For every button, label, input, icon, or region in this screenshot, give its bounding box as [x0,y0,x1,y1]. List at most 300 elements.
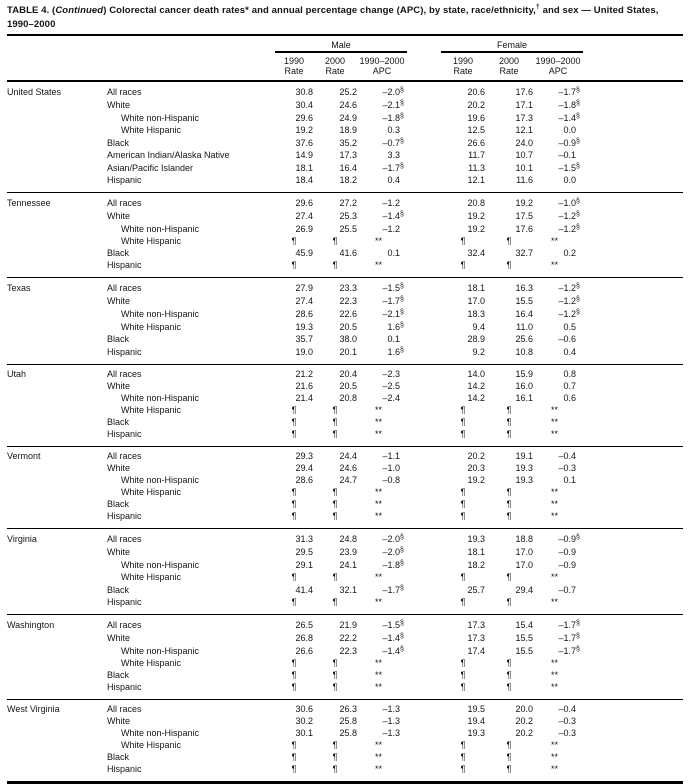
apc-number: 0.6 [563,392,577,403]
female-apc-value [533,614,583,631]
spacer [583,596,683,615]
male-2000-rate-value: ¶ [332,428,338,439]
race-ethnicity-label: White Hispanic [121,124,182,135]
apc-number: –0.9 [558,546,577,557]
significance-marker: § [400,559,404,567]
female-2000-rate-value: 32.7 [515,247,534,258]
male-apc-value [357,333,407,345]
race-ethnicity-label: Black [107,137,130,148]
female-apc-value [533,681,583,700]
spacer [583,498,683,510]
male-apc-value [357,614,407,631]
female-2000-rate-value: 16.3 [515,282,534,293]
spacer [407,462,441,474]
state-label: Washington [7,619,55,630]
female-apc-value [533,209,583,222]
apc-number: –2.3 [382,368,401,379]
female-apc-value [533,510,583,529]
male-2000-rate-value: ¶ [332,498,338,509]
male-2000-rate-value: 20.1 [339,346,357,357]
apc-number: ** [551,498,559,509]
race-ethnicity-label: Asian/Pacific Islander [107,162,194,173]
spacer [407,222,441,235]
race-ethnicity-label: Hispanic [107,428,142,439]
female-apc-value [533,727,583,739]
column-header-row [7,52,683,81]
male-1990-rate-value: ¶ [291,571,297,582]
state-label [7,235,107,247]
male-2000-rate-value: 20.8 [339,392,357,403]
table-row [7,247,683,259]
table-row [7,462,683,474]
table-row [7,631,683,644]
female-1990-rate-value: 18.1 [467,282,486,293]
spacer [407,416,441,428]
apc-number: –0.1 [558,149,577,160]
male-2000-rate-value: 24.7 [339,474,357,485]
male-2000-rate-value: ¶ [332,404,338,415]
male-2000-rate-value: 32.1 [339,584,357,595]
female-1990-rate-value: 18.2 [467,559,486,570]
male-1990-rate-value: 26.9 [295,223,313,234]
apc-number: 0.1 [387,247,401,258]
race-ethnicity-label: White non-Hispanic [121,474,200,485]
race-ethnicity-label: Black [107,751,130,762]
female-apc-value [533,98,583,111]
male-apc-value [357,380,407,392]
table-row [7,333,683,345]
spacer [407,98,441,111]
spacer [407,510,441,529]
spacer [407,681,441,700]
bottom-rule [7,781,683,784]
spacer [407,528,441,545]
male-1990-rate-value: 21.6 [295,380,313,391]
female-2000-rate-value: 15.5 [515,632,534,643]
male-2000-rate-value: 22.2 [339,632,357,643]
state-label [7,247,107,259]
spacer [583,681,683,700]
female-1990-rate-value: 11.3 [468,162,486,173]
race-ethnicity-label: White [107,632,131,643]
race-ethnicity-label: White non-Hispanic [121,645,200,656]
race-ethnicity-label: White non-Hispanic [121,308,200,319]
spacer [583,345,683,365]
female-1990-rate-value: 17.0 [467,295,486,306]
significance-marker: § [400,282,404,290]
state-label [7,486,107,498]
female-2000-rate-value: ¶ [506,259,512,270]
table-row [7,81,683,98]
male-2000-rate-value: 17.3 [339,149,357,160]
race-ethnicity-label: White [107,380,131,391]
spacer [583,446,683,462]
male-1990-rate-value: ¶ [291,416,297,427]
male-apc-value [357,739,407,751]
female-2000-rate-value: 16.1 [515,392,534,403]
female-2000-rate-value: 20.2 [515,727,534,738]
table-row [7,259,683,278]
apc-number: 0.8 [563,368,577,379]
spacer [583,763,683,781]
state-section [7,192,683,277]
female-1990-rate-value: 12.1 [467,174,486,185]
apc-number: ** [375,669,383,680]
female-2000-rate-value: 17.1 [515,99,534,110]
spacer [407,192,441,209]
female-1990-rate-value: ¶ [460,751,466,762]
female-2000-rate-value: 19.1 [515,450,534,461]
state-label [7,715,107,727]
female-apc-value [533,294,583,307]
female-2000-rate-value: 15.9 [515,368,534,379]
spacer [407,345,441,365]
table-row [7,715,683,727]
apc-number: –1.3 [382,703,401,714]
apc-number: 0.3 [387,124,401,135]
table-row [7,392,683,404]
spacer [583,614,683,631]
spacer [583,528,683,545]
spacer [583,474,683,486]
female-apc-value [533,571,583,583]
female-1990-rate-value: ¶ [460,669,466,680]
female-1990-rate-value: 20.8 [467,197,486,208]
female-2000-rate-value: 19.2 [515,197,534,208]
significance-marker: § [400,584,404,592]
male-1990-rate-value: ¶ [291,510,297,521]
male-apc-value [357,681,407,700]
male-apc-value [357,510,407,529]
apc-number: ** [551,510,559,521]
apc-number: ** [375,571,383,582]
spacer [583,392,683,404]
male-apc-value [357,98,407,111]
female-2000-rate-value: 11.0 [516,321,534,332]
apc-number: 1.6 [387,321,401,332]
race-ethnicity-label: All races [107,619,142,630]
female-2000-rate-value: 25.6 [515,333,534,344]
spacer [583,380,683,392]
apc-number: –1.5 [382,282,401,293]
spacer [407,486,441,498]
significance-marker: § [400,546,404,554]
male-1990-rate-value: 18.1 [295,162,313,173]
male-1990-rate-value: 21.4 [295,392,313,403]
state-label [7,669,107,681]
male-2000-rate-header: 2000 Rate [313,52,357,81]
male-2000-rate-value: 25.8 [339,727,357,738]
male-2000-rate-value: 24.1 [339,559,357,570]
significance-marker: § [576,210,580,218]
apc-number: –2.4 [382,392,401,403]
spacer [407,81,441,98]
female-1990-rate-header: 1990 Rate [441,52,485,81]
spacer [583,558,683,571]
female-2000-rate-value: 17.6 [515,223,534,234]
female-apc-value [533,644,583,657]
race-ethnicity-label: Black [107,584,130,595]
male-apc-value [357,416,407,428]
table-row [7,136,683,149]
male-2000-rate-value: 20.5 [339,380,357,391]
female-1990-rate-value: 12.5 [467,124,486,135]
male-1990-rate-value: ¶ [291,739,297,750]
spacer [583,294,683,307]
spacer [583,715,683,727]
table-row [7,583,683,596]
male-2000-rate-value: 20.4 [339,368,357,379]
female-apc-value [533,631,583,644]
spacer [583,428,683,447]
apc-number: –1.4 [382,210,401,221]
table-row [7,174,683,193]
apc-number: –1.7 [558,645,577,656]
apc-number: ** [551,739,559,750]
apc-number: –1.8 [558,99,577,110]
race-ethnicity-label: White Hispanic [121,657,182,668]
male-2000-rate-value: 24.6 [339,462,357,473]
female-apc-value [533,498,583,510]
apc-number: –1.7 [558,632,577,643]
male-apc-value [357,428,407,447]
state-label [7,739,107,751]
female-1990-rate-value: ¶ [460,763,466,774]
female-apc-value [533,380,583,392]
female-2000-rate-value: ¶ [506,404,512,415]
spacer [407,763,441,781]
state-label [7,462,107,474]
spacer [583,416,683,428]
male-1990-rate-value: 30.6 [295,703,313,714]
table-row [7,294,683,307]
female-apc-value [533,111,583,124]
female-apc-value [533,763,583,781]
female-apc-value [533,136,583,149]
table-row [7,474,683,486]
female-apc-value [533,345,583,365]
female-2000-rate-value: 17.3 [515,112,534,123]
male-1990-rate-value: 27.9 [295,282,313,293]
male-group-header: Male [275,36,407,52]
spacer [583,462,683,474]
male-1990-rate-value: 29.5 [295,546,313,557]
female-2000-rate-value: ¶ [506,498,512,509]
significance-marker: § [576,137,580,145]
female-1990-rate-value: 17.3 [467,619,486,630]
male-1990-rate-value: 19.3 [295,321,313,332]
spacer [583,739,683,751]
spacer [583,124,683,136]
spacer [583,111,683,124]
table-row [7,614,683,631]
apc-number: ** [375,259,383,270]
male-1990-rate-value: 26.8 [295,632,313,643]
female-1990-rate-value: 26.6 [467,137,486,148]
apc-number: ** [375,486,383,497]
state-label [7,333,107,345]
female-apc-value [533,699,583,715]
state-label [7,571,107,583]
apc-number: ** [375,751,383,762]
state-label [7,474,107,486]
female-2000-rate-value: 11.6 [516,174,534,185]
table-row [7,644,683,657]
apc-number: –1.2 [558,282,577,293]
male-1990-rate-value: ¶ [291,751,297,762]
data-table [7,36,683,781]
male-apc-value [357,699,407,715]
spacer [407,739,441,751]
state-label [7,222,107,235]
spacer [407,657,441,669]
female-1990-rate-value: 9.2 [472,346,486,357]
significance-marker: § [576,619,580,627]
male-2000-rate-value: ¶ [332,763,338,774]
state-label [7,174,107,193]
female-1990-rate-value: 19.3 [467,727,486,738]
state-label [7,416,107,428]
spacer [407,404,441,416]
state-label: Tennessee [7,197,51,208]
apc-number: 0.0 [563,124,577,135]
apc-number: –1.4 [382,645,401,656]
spacer [407,320,441,333]
spacer [583,149,683,161]
male-apc-value [357,498,407,510]
female-1990-rate-value: ¶ [460,596,466,607]
spacer [583,235,683,247]
spacer [407,52,441,81]
female-1990-rate-value: ¶ [460,235,466,246]
male-1990-rate-value: 27.4 [295,210,313,221]
female-1990-rate-value: ¶ [460,428,466,439]
male-2000-rate-value: 25.2 [339,86,357,97]
male-2000-rate-value: ¶ [332,681,338,692]
female-1990-rate-value: 14.2 [467,380,486,391]
state-section [7,277,683,364]
state-label [7,345,107,365]
male-apc-value [357,545,407,558]
male-1990-rate-value: 30.8 [295,86,313,97]
female-2000-rate-value: 10.8 [515,346,534,357]
apc-number: –1.0 [382,462,401,473]
spacer [407,149,441,161]
female-1990-rate-value: ¶ [460,404,466,415]
race-ethnicity-label: Hispanic [107,596,142,607]
spacer [407,583,441,596]
spacer [407,380,441,392]
apc-number: –0.9 [558,533,577,544]
significance-marker: § [400,321,404,329]
spacer [583,98,683,111]
state-label [7,320,107,333]
male-1990-rate-value: 29.4 [295,462,313,473]
male-apc-value [357,715,407,727]
male-1990-rate-value: ¶ [291,681,297,692]
female-2000-rate-header: 2000 Rate [485,52,533,81]
female-2000-rate-value: 18.8 [515,533,534,544]
female-2000-rate-value: ¶ [506,763,512,774]
race-ethnicity-label: White non-Hispanic [121,112,200,123]
spacer [583,333,683,345]
female-1990-rate-value: 19.6 [467,112,486,123]
female-2000-rate-value: ¶ [506,235,512,246]
table-row [7,751,683,763]
table-row [7,380,683,392]
significance-marker: § [400,137,404,145]
apc-number: –0.4 [558,450,577,461]
state-label [7,136,107,149]
spacer [583,247,683,259]
female-2000-rate-value: 15.5 [515,295,534,306]
spacer [407,364,441,380]
female-apc-value [533,657,583,669]
male-2000-rate-value: ¶ [332,669,338,680]
spacer [583,192,683,209]
female-1990-rate-value: ¶ [460,259,466,270]
male-1990-rate-value: 45.9 [295,247,313,258]
spacer [583,727,683,739]
male-1990-rate-value: 29.3 [295,450,313,461]
significance-marker: § [576,645,580,653]
female-1990-rate-value: ¶ [460,657,466,668]
spacer [583,699,683,715]
race-ethnicity-label: All races [107,450,142,461]
race-ethnicity-label: White Hispanic [121,571,182,582]
apc-number: ** [551,751,559,762]
female-2000-rate-value: ¶ [506,739,512,750]
state-section [7,614,683,699]
female-apc-value [533,247,583,259]
significance-marker: § [400,619,404,627]
spacer [407,699,441,715]
female-2000-rate-value: 20.2 [515,715,534,726]
female-1990-rate-value: 19.4 [467,715,486,726]
female-2000-rate-value: 10.7 [515,149,534,160]
apc-number: –0.6 [558,333,577,344]
spacer [407,571,441,583]
spacer [583,510,683,529]
male-2000-rate-value: ¶ [332,596,338,607]
state-label [7,307,107,320]
apc-number: –0.4 [558,703,577,714]
male-apc-value [357,149,407,161]
male-apc-value [357,763,407,781]
female-apc-value [533,192,583,209]
female-1990-rate-value: 20.3 [467,462,486,473]
apc-number: –1.5 [558,162,577,173]
state-label [7,498,107,510]
apc-number: ** [375,739,383,750]
state-section [7,446,683,528]
race-ethnicity-label: All races [107,533,142,544]
female-1990-rate-value: ¶ [460,571,466,582]
apc-number: ** [375,681,383,692]
male-apc-value [357,486,407,498]
spacer [407,715,441,727]
state-label [7,428,107,447]
female-apc-header: 1990–2000 APC [533,52,583,81]
state-label [7,558,107,571]
apc-number: ** [551,259,559,270]
apc-number: ** [551,571,559,582]
table-title [7,4,688,31]
female-2000-rate-value: ¶ [506,657,512,668]
male-1990-rate-value: 18.4 [295,174,313,185]
apc-number: –1.2 [558,223,577,234]
spacer [407,294,441,307]
